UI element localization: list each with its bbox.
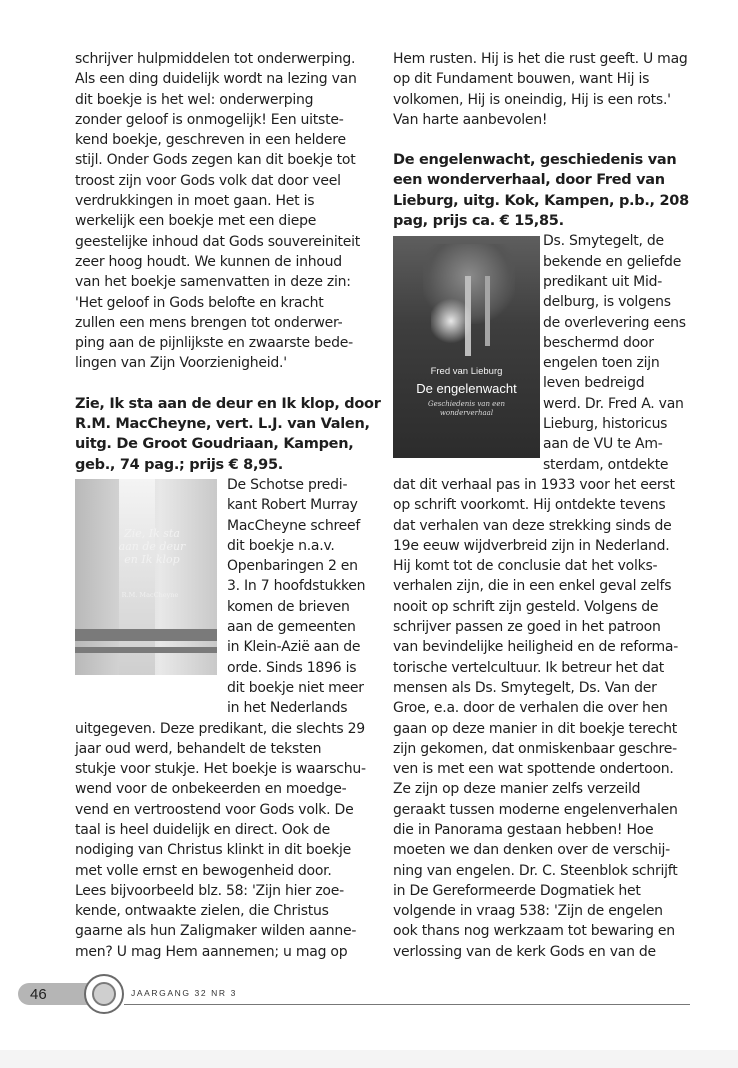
text-line: 'Het geloof in Gods belofte en kracht [75, 294, 324, 311]
text-line: die in Panorama gestaan hebben! Hoe [393, 821, 654, 838]
text-line: op dit Fundament bouwen, want Hij is [393, 71, 650, 88]
text-line: van het boekje samenvatten in deze zin: [75, 274, 351, 291]
page-bottom-edge [0, 1050, 738, 1068]
text-line: moeten we dan denken over de verschij- [393, 842, 670, 859]
text-line: Hem rusten. Hij is het die rust geeft. U mag [393, 51, 688, 67]
macheyne-narrow-text [227, 475, 371, 719]
heading-line: Lieburg, uitg. Kok, Kampen, p.b., 208 [393, 192, 689, 209]
heading-line: geb., 74 pag.; prijs € 8,95. [75, 456, 283, 473]
heading-line: pag, prijs ca. € 15,85. [393, 213, 564, 230]
heading-line: R.M. MacCheyne, vert. L.J. van Valen, [75, 416, 370, 433]
text-line: kend boekje, geschreven in een heldere [75, 132, 346, 149]
engelenwacht-narrow-text [543, 231, 689, 475]
text-line: de overlevering eens [543, 314, 686, 331]
text-line: mensen als Ds. Smytegelt, Ds. Van der [393, 679, 657, 696]
cover-title: De engelenwacht [416, 381, 517, 397]
text-line: schrijver passen ze goed in het patroon [393, 619, 661, 636]
text-line: schrijver hulpmiddelen tot onderwerping. [75, 51, 356, 67]
heading-line: De engelenwacht, geschiedenis van [393, 152, 677, 169]
text-line: sterdam, ontdekte [543, 456, 669, 473]
text-line: vend en vertroostend voor Gods volk. De [75, 801, 354, 818]
text-line: op schrift voorkomt. Hij ontdekte tevens [393, 497, 666, 514]
text-line: kende, ontwaakte zielen, die Christus [75, 903, 329, 920]
text-line: volgende in vraag 538: 'Zijn de engelen [393, 903, 663, 920]
text-line: De Schotse predi- [227, 476, 348, 493]
text-line: volkomen, Hij is oneindig, Hij is een rots.' [393, 91, 671, 108]
text-line: gaan op deze manier in dit boekje terecht [393, 720, 678, 737]
text-line: Groe, e.a. door de verhalen die over hen [393, 700, 668, 717]
text-line: 19e eeuw wijdverbreid zijn in Nederland. [393, 537, 670, 554]
text-line: gaarne als hun Zaligmaker wilden aanne- [75, 923, 357, 940]
text-line: lingen van Zijn Voorzienigheid.' [75, 355, 287, 372]
text-line: dit boekje is het wel: onderwerping [75, 91, 314, 108]
heading-line: uitg. De Groot Goudriaan, Kampen, [75, 436, 354, 453]
text-line: verhalen zijn, die in een enkel geval zelfs [393, 578, 672, 595]
text-line: in Klein-Azië aan de [227, 639, 361, 656]
text-line: geestelijke inhoud dat Gods souvereiniteit [75, 233, 361, 250]
book-cover-engelenwacht [393, 236, 540, 458]
macheyne-review [75, 475, 371, 962]
text-line: verlossing van de kerk Gods en van de [393, 943, 656, 960]
text-line: predikant uit Mid- [543, 273, 663, 290]
cover-title: Zie, Ik sta aan de deur en Ik klop [118, 526, 186, 566]
text-line: beschermd door [543, 334, 654, 351]
text-line: men? U mag Hem aannemen; u mag op [75, 943, 348, 960]
text-line: komen de brieven [227, 598, 350, 615]
text-line: zullen een mens brengen tot onderwer- [75, 314, 343, 331]
journal-emblem-icon [84, 974, 124, 1014]
cover-subtitle: Geschiedenis van een wonderverhaal [428, 400, 505, 418]
text-line: dit boekje n.a.v. [227, 537, 335, 554]
right-column [393, 49, 689, 962]
text-line: wend voor de onbekeerden en moedge- [75, 781, 347, 798]
cover-author: Fred van Lieburg [430, 366, 503, 378]
text-line: nooit op schrift zijn gesteld. Volgens de [393, 598, 659, 615]
text-line: dat verhalen van deze strekking sinds de [393, 517, 672, 534]
text-line: in het Nederlands [227, 700, 348, 717]
text-line: ook thans nog werkzaam tot bewaring en [393, 923, 675, 940]
heading-line: een wonderverhaal, door Fred van [393, 172, 665, 189]
text-line: stijl. Onder Gods zegen kan dit boekje tot [75, 152, 356, 169]
text-line: troost zijn voor Gods volk dat door veel [75, 172, 341, 189]
text-line: ning van engelen. Dr. C. Steenblok schrijft [393, 862, 678, 879]
page-number-tab [18, 983, 90, 1005]
text-line: Van harte aanbevolen! [393, 111, 548, 128]
right-intro-paragraph [393, 49, 689, 130]
text-line: werkelijk een boekje met een diepe [75, 213, 317, 230]
book-heading-engelenwacht [393, 150, 689, 231]
text-line: delburg, is volgens [543, 294, 671, 311]
text-line: ping aan de pijnlijkste en zwaarste bede- [75, 335, 353, 352]
cover-author: R.M. MacCheyne [121, 590, 179, 599]
text-line: zeer hoog houdt. We kunnen de inhoud [75, 253, 342, 270]
left-intro-paragraph [75, 49, 371, 374]
text-line: van bevindelijke heiligheid en de reforma- [393, 639, 679, 656]
text-line: uitgegeven. Deze predikant, die slechts 29 [75, 720, 365, 737]
text-line: met volle ernst en bewogenheid door. [75, 862, 332, 879]
macheyne-full-text [75, 719, 371, 963]
text-line: Lees bijvoorbeeld blz. 58: 'Zijn hier zoe- [75, 882, 344, 899]
book-heading-macheyne [75, 394, 381, 475]
text-line: Hij komt tot de conclusie dat het volks- [393, 558, 658, 575]
text-line: kant Robert Murray [227, 497, 358, 514]
journal-issue: JAARGANG 32 NR 3 [131, 988, 237, 998]
text-line: stukje voor stukje. Het boekje is waarschu- [75, 761, 366, 778]
text-line: geraakt tussen moderne engelenverhalen [393, 801, 678, 818]
text-line: taal is heel duidelijk en direct. Ook de [75, 821, 330, 838]
text-line: torische vertelcultuur. Ik betreur het dat [393, 659, 665, 676]
footer-rule [124, 1004, 690, 1005]
text-line: orde. Sinds 1896 is [227, 659, 357, 676]
text-line: Openbaringen 2 en [227, 558, 358, 575]
text-line: zijn gekomen, dat onmiskenbaar geschre- [393, 740, 677, 757]
heading-line: Zie, Ik sta aan de deur en Ik klop, door [75, 395, 381, 412]
text-line: werd. Dr. Fred A. van [543, 395, 684, 412]
page-number: 46 [30, 986, 47, 1003]
text-line: leven bedreigd [543, 375, 645, 392]
text-line: nodiging van Christus klinkt in dit boekje [75, 842, 351, 859]
text-line: Als een ding duidelijk wordt na lezing van [75, 71, 357, 88]
text-line: bekende en geliefde [543, 253, 682, 270]
text-line: in De Gereformeerde Dogmatiek het [393, 882, 641, 899]
book-cover-zie-ik-sta [75, 479, 217, 675]
text-line: 3. In 7 hoofdstukken [227, 578, 366, 595]
text-line: aan de gemeenten [227, 619, 356, 636]
text-line: jaar oud werd, behandelt de teksten [75, 740, 322, 757]
page-footer [0, 972, 738, 1022]
text-line: verdrukkingen in moet gaan. Het is [75, 193, 315, 210]
text-line: Ze zijn op deze manier zelfs verzeild [393, 781, 641, 798]
text-line: dat dit verhaal pas in 1933 voor het eerst [393, 476, 675, 493]
engelenwacht-review [393, 231, 689, 962]
left-column [75, 49, 381, 962]
text-line: MacCheyne schreef [227, 517, 361, 534]
engelenwacht-full-text [393, 475, 689, 962]
text-line: Ds. Smytegelt, de [543, 233, 664, 250]
text-line: zonder geloof is onmogelijk! Een uitste- [75, 111, 344, 128]
text-line: aan de VU te Am- [543, 436, 663, 453]
text-line: dit boekje niet meer [227, 679, 364, 696]
text-line: ven is met een wat spottende ondertoon. [393, 761, 674, 778]
text-line: engelen toen zijn [543, 355, 660, 372]
text-line: Lieburg, historicus [543, 416, 668, 433]
